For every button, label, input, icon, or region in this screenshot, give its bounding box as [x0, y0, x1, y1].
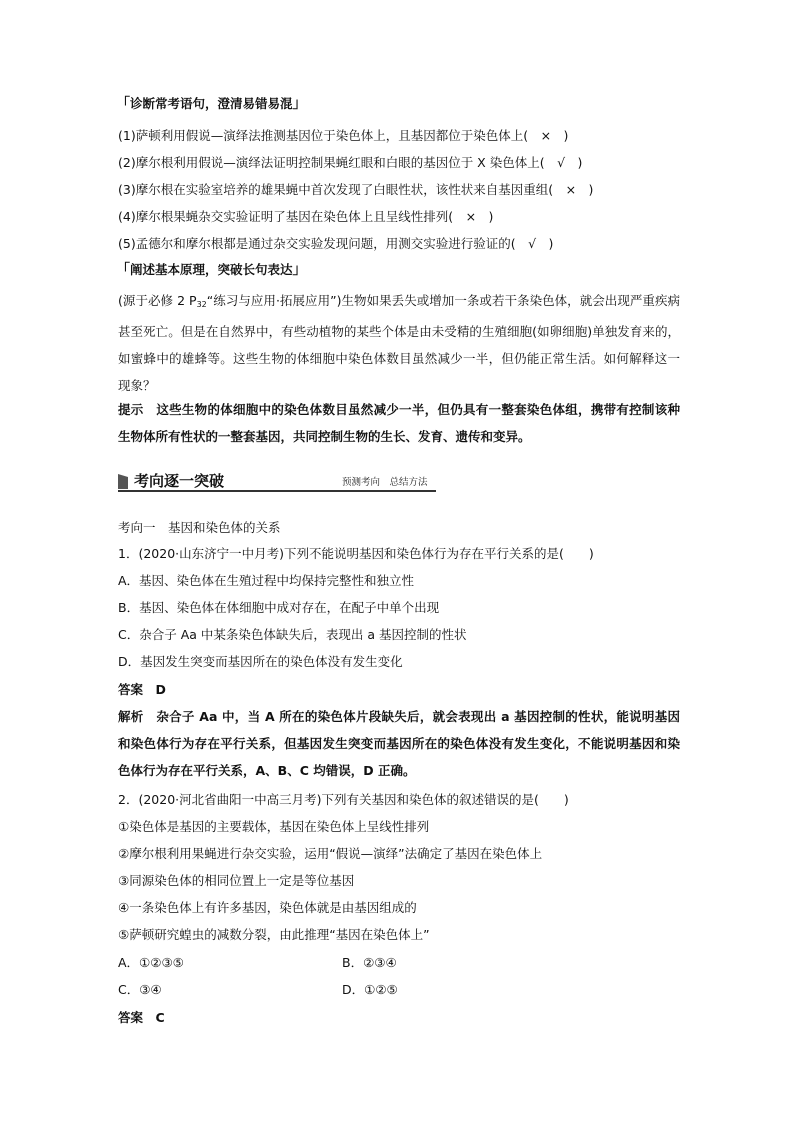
topic-title: 考向一 基因和染色体的关系	[118, 520, 281, 535]
question-2-stem: 2．(2020·河北省曲阳一中高三月考)下列有关基因和染色体的叙述错误的是( )	[118, 792, 569, 807]
statement-3: (3)摩尔根在实验室培养的雄果蝇中首次发现了白眼性状，该性状来自基因重组( × )	[118, 182, 594, 197]
explain-hint: 提示 这些生物的体细胞中的染色体数目虽然减少一半，但仍具有一整套染色体组，携带有控制该种生物体所有性状的一整套基因，共同控制生物的生长、发育、遗传和变异。	[118, 402, 680, 444]
question-2-option-a: A．①②③⑤	[118, 955, 184, 970]
banner-underline	[118, 490, 436, 492]
statement-1: (1)萨顿利用假说—演绎法推测基因位于染色体上，且基因都位于染色体上( × )	[118, 128, 569, 143]
section-banner	[118, 472, 436, 492]
explain-question: (源于必修 2 $P_{32}“$练习与应用·拓展应用”)生物如果丢失或增加一条或若干条染色体，就会出现严重疾病甚至死亡。但是在自然界中，有些动植物的某些个体是由未受精的生殖细胞(如卵细胞)单独发育来的，如蜜蜂中的雄蜂等。这些生物的体细胞中染色体数目虽然减少一半，但仍能正常生活。如何解释这一现象？	[118, 293, 680, 393]
question-1-option-a: A．基因、染色体在生殖过程中均保持完整性和独立性	[118, 573, 415, 588]
question-2-option-c: C．③④	[118, 982, 162, 997]
question-2-option-d: D．①②⑤	[342, 982, 398, 997]
question-2-item-3: ③同源染色体的相同位置上一定是等位基因	[118, 873, 355, 888]
banner-title: 考向逐一突破	[134, 472, 225, 490]
statement-5: (5)孟德尔和摩尔根都是通过杂交实验发现问题，用测交实验进行验证的( √ )	[118, 236, 554, 251]
question-1-option-d: D．基因发生突变而基因所在的染色体没有发生变化	[118, 654, 403, 669]
question-2-item-2: ②摩尔根利用果蝇进行杂交实验，运用“假说—演绎”法确定了基因在染色体上	[118, 846, 543, 861]
section-heading-diagnose: 「诊断常考语句，澄清易错易混」	[116, 96, 307, 112]
statement-2: (2)摩尔根利用假说—演绎法证明控制果蝇红眼和白眼的基因位于 X 染色体上( √ )	[118, 155, 583, 170]
question-2-item-4: ④一条染色体上有许多基因，染色体就是由基因组成的	[118, 900, 417, 915]
question-1-option-c: C．杂合子 Aa 中某条染色体缺失后，表现出 a 基因控制的性状	[118, 627, 467, 642]
banner-marker-icon	[118, 474, 128, 489]
question-2-option-b: B．②③④	[342, 955, 397, 970]
banner-subtitle: 预测考向 总结方法	[342, 477, 428, 488]
question-1-option-b: B．基因、染色体在体细胞中成对存在，在配子中单个出现	[118, 600, 440, 615]
question-2-item-1: ①染色体是基因的主要载体，基因在染色体上呈线性排列	[118, 819, 430, 834]
statement-4: (4)摩尔根果蝇杂交实验证明了基因在染色体上且呈线性排列( × )	[118, 209, 494, 224]
section-heading-explain: 「阐述基本原理，突破长句表达」	[116, 262, 307, 278]
question-1-analysis: 解析 杂合子 Aa 中，当 A 所在的染色体片段缺失后，就会表现出 a 基因控制的性状，能说明基因和染色体行为存在平行关系，但基因发生突变而基因所在的染色体没有发生变化，不能说明基因和染色体行为存在平行关系，A、B、C 均错误，D 正确。	[118, 709, 680, 778]
question-1-answer: 答案 D	[118, 682, 166, 697]
question-2-answer: 答案 C	[118, 1010, 165, 1025]
question-1-stem: 1．(2020·山东济宁一中月考)下列不能说明基因和染色体行为存在平行关系的是( )	[118, 546, 594, 561]
question-2-item-5: ⑤萨顿研究蝗虫的减数分裂，由此推理“基因在染色体上”	[118, 927, 430, 942]
